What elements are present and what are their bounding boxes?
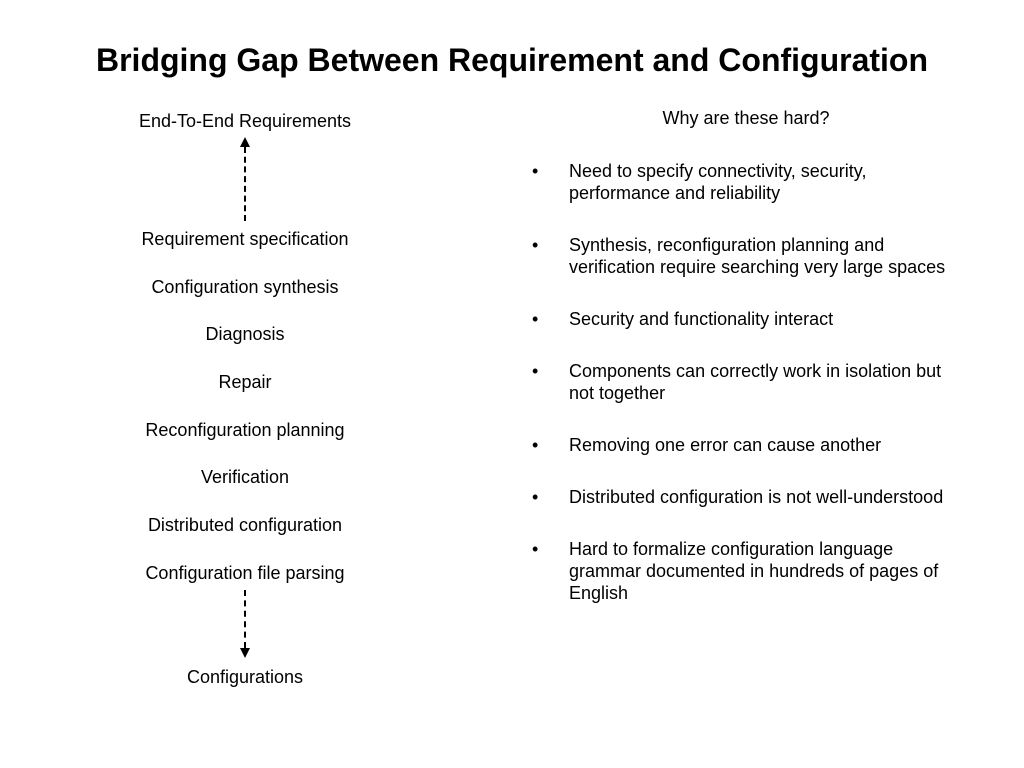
left-item-diagnosis: Diagnosis	[205, 324, 285, 344]
left-item-distributed-configuration: Distributed configuration	[147, 515, 343, 535]
bullet-text: Need to specify connectivity, security, performance and reliability	[569, 161, 867, 203]
left-item-requirement-specification: Requirement specification	[141, 229, 349, 249]
list-item	[530, 234, 970, 278]
top-label: End-To-End Requirements	[138, 111, 352, 131]
bullet-text: Security and functionality interact	[569, 309, 834, 329]
slide-title: Bridging Gap Between Requirement and Configuration	[95, 42, 929, 78]
arrow-head-up-icon	[240, 137, 250, 147]
bullet-list	[530, 160, 970, 634]
bullet-icon: •	[532, 309, 539, 329]
right-column	[530, 0, 970, 768]
list-item	[530, 538, 970, 604]
list-item	[530, 308, 970, 330]
left-column	[85, 0, 405, 768]
bullet-text: Hard to formalize configuration language grammar documented in hundreds of pages of English	[569, 539, 939, 603]
list-item	[530, 360, 970, 404]
bullet-icon: •	[532, 235, 539, 255]
bullet-text: Synthesis, reconfiguration planning and verification require searching very large spaces	[569, 235, 946, 277]
bullet-icon: •	[532, 487, 539, 507]
bullet-icon: •	[532, 539, 539, 559]
left-item-configuration-file-parsing: Configuration file parsing	[145, 563, 345, 583]
bullet-text: Removing one error can cause another	[569, 435, 882, 455]
up-arrow-icon	[243, 137, 247, 221]
bullet-icon: •	[532, 161, 539, 181]
left-item-configuration-synthesis: Configuration synthesis	[151, 277, 339, 297]
bullet-text: Components can correctly work in isolation but not together	[569, 361, 942, 403]
bullet-icon: •	[532, 435, 539, 455]
list-item	[530, 486, 970, 508]
dashed-line	[244, 147, 246, 221]
left-item-reconfiguration-planning: Reconfiguration planning	[145, 420, 345, 440]
arrow-head-down-icon	[240, 648, 250, 658]
dashed-line	[244, 590, 246, 648]
bottom-label: Configurations	[186, 667, 304, 687]
list-item	[530, 434, 970, 456]
left-item-verification: Verification	[200, 467, 290, 487]
down-arrow-icon	[243, 590, 247, 658]
bullet-text: Distributed configuration is not well-understood	[569, 487, 944, 507]
list-item	[530, 160, 970, 204]
right-heading: Why are these hard?	[662, 108, 830, 128]
left-item-repair: Repair	[218, 372, 272, 392]
bullet-icon: •	[532, 361, 539, 381]
